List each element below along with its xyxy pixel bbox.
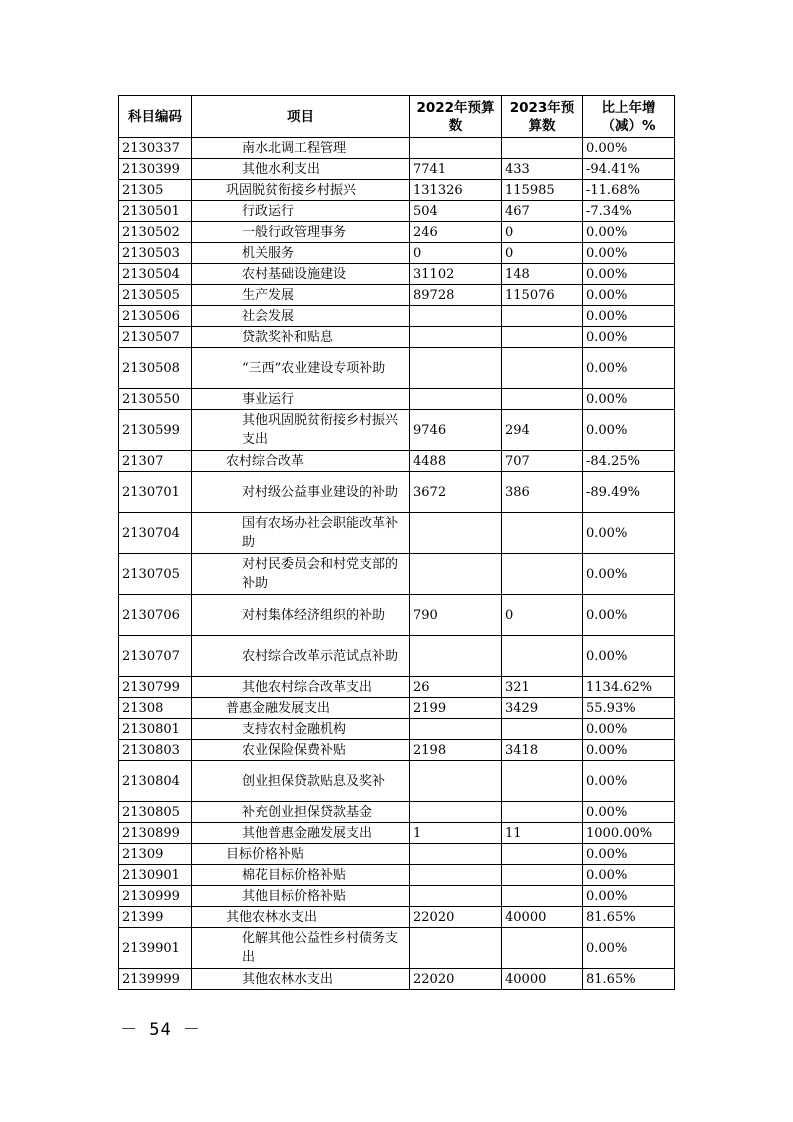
cell-change: -84.25% <box>583 451 675 472</box>
cell-budget-2023: 3418 <box>502 740 583 761</box>
cell-change: 0.00% <box>583 327 675 348</box>
cell-change: 1134.62% <box>583 677 675 698</box>
table-row <box>119 969 675 990</box>
cell-budget-2022: 2199 <box>410 698 502 719</box>
table-row <box>119 222 675 243</box>
cell-budget-2022 <box>410 886 502 907</box>
budget-table <box>118 95 675 990</box>
cell-code: 2139999 <box>119 969 192 990</box>
table-row <box>119 243 675 264</box>
cell-budget-2022: 22020 <box>410 969 502 990</box>
cell-change: 0.00% <box>583 285 675 306</box>
cell-code: 2130506 <box>119 306 192 327</box>
table-row <box>119 159 675 180</box>
cell-budget-2022 <box>410 761 502 802</box>
cell-code: 2130801 <box>119 719 192 740</box>
table-row <box>119 636 675 677</box>
cell-change: 0.00% <box>583 595 675 636</box>
cell-budget-2023: 40000 <box>502 907 583 928</box>
cell-budget-2022 <box>410 844 502 865</box>
cell-budget-2023 <box>502 554 583 595</box>
cell-budget-2022 <box>410 138 502 159</box>
cell-budget-2023 <box>502 865 583 886</box>
table-row <box>119 677 675 698</box>
cell-code: 2130503 <box>119 243 192 264</box>
cell-change: 0.00% <box>583 636 675 677</box>
cell-budget-2023 <box>502 306 583 327</box>
cell-item: 社会发展 <box>192 306 410 327</box>
table-row <box>119 554 675 595</box>
table-row <box>119 472 675 513</box>
table-row <box>119 698 675 719</box>
cell-budget-2023: 321 <box>502 677 583 698</box>
cell-code: 21305 <box>119 180 192 201</box>
cell-change: 0.00% <box>583 513 675 554</box>
table-row <box>119 389 675 410</box>
table-row <box>119 201 675 222</box>
table-header-row <box>119 96 675 138</box>
table-row <box>119 907 675 928</box>
cell-budget-2023: 433 <box>502 159 583 180</box>
cell-budget-2022: 3672 <box>410 472 502 513</box>
cell-code: 2130399 <box>119 159 192 180</box>
cell-code: 2130505 <box>119 285 192 306</box>
header-item: 项目 <box>192 96 410 138</box>
cell-budget-2022: 26 <box>410 677 502 698</box>
cell-item: 机关服务 <box>192 243 410 264</box>
cell-budget-2023 <box>502 348 583 389</box>
cell-code: 2130999 <box>119 886 192 907</box>
header-change: 比上年增（减）% <box>583 96 675 138</box>
cell-item: 事业运行 <box>192 389 410 410</box>
cell-code: 2130550 <box>119 389 192 410</box>
cell-budget-2023: 115076 <box>502 285 583 306</box>
cell-item: 支持农村金融机构 <box>192 719 410 740</box>
cell-budget-2022 <box>410 865 502 886</box>
table-row <box>119 513 675 554</box>
cell-change: 0.00% <box>583 264 675 285</box>
cell-budget-2023: 707 <box>502 451 583 472</box>
cell-item: 棉花目标价格补贴 <box>192 865 410 886</box>
cell-change: 81.65% <box>583 907 675 928</box>
cell-budget-2023 <box>502 389 583 410</box>
cell-change: 0.00% <box>583 865 675 886</box>
cell-item: 巩固脱贫衔接乡村振兴 <box>192 180 410 201</box>
cell-item: 贷款奖补和贴息 <box>192 327 410 348</box>
cell-item: 一般行政管理事务 <box>192 222 410 243</box>
cell-budget-2023: 3429 <box>502 698 583 719</box>
cell-item: 其他农林水支出 <box>192 969 410 990</box>
cell-budget-2022: 504 <box>410 201 502 222</box>
cell-code: 2130901 <box>119 865 192 886</box>
cell-change: 0.00% <box>583 928 675 969</box>
cell-budget-2022 <box>410 513 502 554</box>
cell-budget-2023: 0 <box>502 595 583 636</box>
cell-change: 0.00% <box>583 761 675 802</box>
cell-budget-2023: 386 <box>502 472 583 513</box>
cell-budget-2022: 4488 <box>410 451 502 472</box>
cell-budget-2022 <box>410 554 502 595</box>
table-row <box>119 886 675 907</box>
cell-code: 2130805 <box>119 802 192 823</box>
cell-item: 其他目标价格补贴 <box>192 886 410 907</box>
cell-budget-2022: 9746 <box>410 410 502 451</box>
cell-item: 农村综合改革 <box>192 451 410 472</box>
table-row <box>119 595 675 636</box>
table-row <box>119 285 675 306</box>
cell-code: 2130599 <box>119 410 192 451</box>
cell-change: 0.00% <box>583 844 675 865</box>
cell-item: 对村集体经济组织的补助 <box>192 595 410 636</box>
cell-budget-2023 <box>502 138 583 159</box>
cell-item: 国有农场办社会职能改革补助 <box>192 513 410 554</box>
cell-code: 21309 <box>119 844 192 865</box>
cell-change: 0.00% <box>583 243 675 264</box>
cell-code: 2130804 <box>119 761 192 802</box>
cell-item: 普惠金融发展支出 <box>192 698 410 719</box>
cell-item: 生产发展 <box>192 285 410 306</box>
cell-budget-2022: 89728 <box>410 285 502 306</box>
table-row <box>119 138 675 159</box>
table-row <box>119 823 675 844</box>
cell-change: 0.00% <box>583 410 675 451</box>
table-row <box>119 740 675 761</box>
table-row <box>119 928 675 969</box>
cell-budget-2023 <box>502 761 583 802</box>
cell-change: -89.49% <box>583 472 675 513</box>
page-number: － 54 － <box>120 1020 201 1040</box>
cell-item: 南水北调工程管理 <box>192 138 410 159</box>
cell-change: 0.00% <box>583 740 675 761</box>
header-budget-2023: 2023年预算数 <box>502 96 583 138</box>
cell-budget-2022 <box>410 802 502 823</box>
cell-item: 农村基础设施建设 <box>192 264 410 285</box>
cell-budget-2022 <box>410 348 502 389</box>
table-row <box>119 802 675 823</box>
cell-code: 2130507 <box>119 327 192 348</box>
cell-budget-2023 <box>502 327 583 348</box>
cell-change: 0.00% <box>583 306 675 327</box>
cell-item: 其他普惠金融发展支出 <box>192 823 410 844</box>
cell-code: 21307 <box>119 451 192 472</box>
table-row <box>119 761 675 802</box>
cell-budget-2022 <box>410 306 502 327</box>
cell-code: 2130504 <box>119 264 192 285</box>
cell-budget-2023: 148 <box>502 264 583 285</box>
cell-code: 2130508 <box>119 348 192 389</box>
cell-change: 0.00% <box>583 802 675 823</box>
table-row <box>119 264 675 285</box>
cell-budget-2023 <box>502 802 583 823</box>
cell-budget-2023 <box>502 928 583 969</box>
cell-budget-2023: 11 <box>502 823 583 844</box>
cell-change: -94.41% <box>583 159 675 180</box>
header-code: 科目编码 <box>119 96 192 138</box>
table-row <box>119 719 675 740</box>
cell-change: 0.00% <box>583 389 675 410</box>
cell-budget-2023: 467 <box>502 201 583 222</box>
cell-item: 农村综合改革示范试点补助 <box>192 636 410 677</box>
table-row <box>119 306 675 327</box>
table-row <box>119 348 675 389</box>
cell-item: 目标价格补贴 <box>192 844 410 865</box>
table-row <box>119 865 675 886</box>
cell-budget-2022 <box>410 636 502 677</box>
cell-code: 2130707 <box>119 636 192 677</box>
cell-code: 2130803 <box>119 740 192 761</box>
cell-code: 2130899 <box>119 823 192 844</box>
cell-item: 其他水利支出 <box>192 159 410 180</box>
cell-item: 其他农村综合改革支出 <box>192 677 410 698</box>
cell-change: 0.00% <box>583 554 675 595</box>
cell-budget-2022: 131326 <box>410 180 502 201</box>
cell-budget-2022: 246 <box>410 222 502 243</box>
cell-budget-2023 <box>502 513 583 554</box>
cell-budget-2023 <box>502 844 583 865</box>
cell-budget-2022: 7741 <box>410 159 502 180</box>
cell-budget-2023: 0 <box>502 243 583 264</box>
cell-item: 其他农林水支出 <box>192 907 410 928</box>
cell-budget-2022 <box>410 327 502 348</box>
cell-code: 2130502 <box>119 222 192 243</box>
cell-change: -11.68% <box>583 180 675 201</box>
cell-code: 2130501 <box>119 201 192 222</box>
table-row <box>119 327 675 348</box>
header-budget-2022: 2022年预算数 <box>410 96 502 138</box>
cell-item: 对村级公益事业建设的补助 <box>192 472 410 513</box>
cell-budget-2023: 40000 <box>502 969 583 990</box>
cell-item: 行政运行 <box>192 201 410 222</box>
cell-budget-2022: 31102 <box>410 264 502 285</box>
cell-budget-2022: 1 <box>410 823 502 844</box>
cell-code: 2130706 <box>119 595 192 636</box>
cell-change: 1000.00% <box>583 823 675 844</box>
cell-item: 化解其他公益性乡村债务支出 <box>192 928 410 969</box>
cell-change: 0.00% <box>583 348 675 389</box>
cell-code: 21308 <box>119 698 192 719</box>
cell-code: 2130799 <box>119 677 192 698</box>
cell-budget-2022 <box>410 719 502 740</box>
cell-item: 对村民委员会和村党支部的补助 <box>192 554 410 595</box>
cell-budget-2023: 294 <box>502 410 583 451</box>
cell-budget-2022 <box>410 389 502 410</box>
cell-budget-2023 <box>502 886 583 907</box>
cell-budget-2022: 790 <box>410 595 502 636</box>
table-row <box>119 451 675 472</box>
cell-item: 其他巩固脱贫衔接乡村振兴支出 <box>192 410 410 451</box>
cell-budget-2022 <box>410 928 502 969</box>
cell-change: -7.34% <box>583 201 675 222</box>
cell-code: 21399 <box>119 907 192 928</box>
cell-item: 创业担保贷款贴息及奖补 <box>192 761 410 802</box>
cell-budget-2023 <box>502 636 583 677</box>
cell-budget-2022: 22020 <box>410 907 502 928</box>
table-row <box>119 180 675 201</box>
cell-change: 0.00% <box>583 719 675 740</box>
cell-code: 2139901 <box>119 928 192 969</box>
table-row <box>119 410 675 451</box>
cell-item: “三西”农业建设专项补助 <box>192 348 410 389</box>
cell-code: 2130701 <box>119 472 192 513</box>
table-row <box>119 844 675 865</box>
cell-code: 2130705 <box>119 554 192 595</box>
cell-budget-2023: 0 <box>502 222 583 243</box>
cell-code: 2130704 <box>119 513 192 554</box>
cell-budget-2022: 0 <box>410 243 502 264</box>
cell-budget-2023 <box>502 719 583 740</box>
cell-change: 0.00% <box>583 222 675 243</box>
cell-item: 补充创业担保贷款基金 <box>192 802 410 823</box>
cell-change: 0.00% <box>583 886 675 907</box>
cell-change: 0.00% <box>583 138 675 159</box>
cell-budget-2023: 115985 <box>502 180 583 201</box>
cell-code: 2130337 <box>119 138 192 159</box>
cell-budget-2022: 2198 <box>410 740 502 761</box>
cell-change: 55.93% <box>583 698 675 719</box>
cell-item: 农业保险保费补贴 <box>192 740 410 761</box>
table-body <box>119 138 675 990</box>
cell-change: 81.65% <box>583 969 675 990</box>
